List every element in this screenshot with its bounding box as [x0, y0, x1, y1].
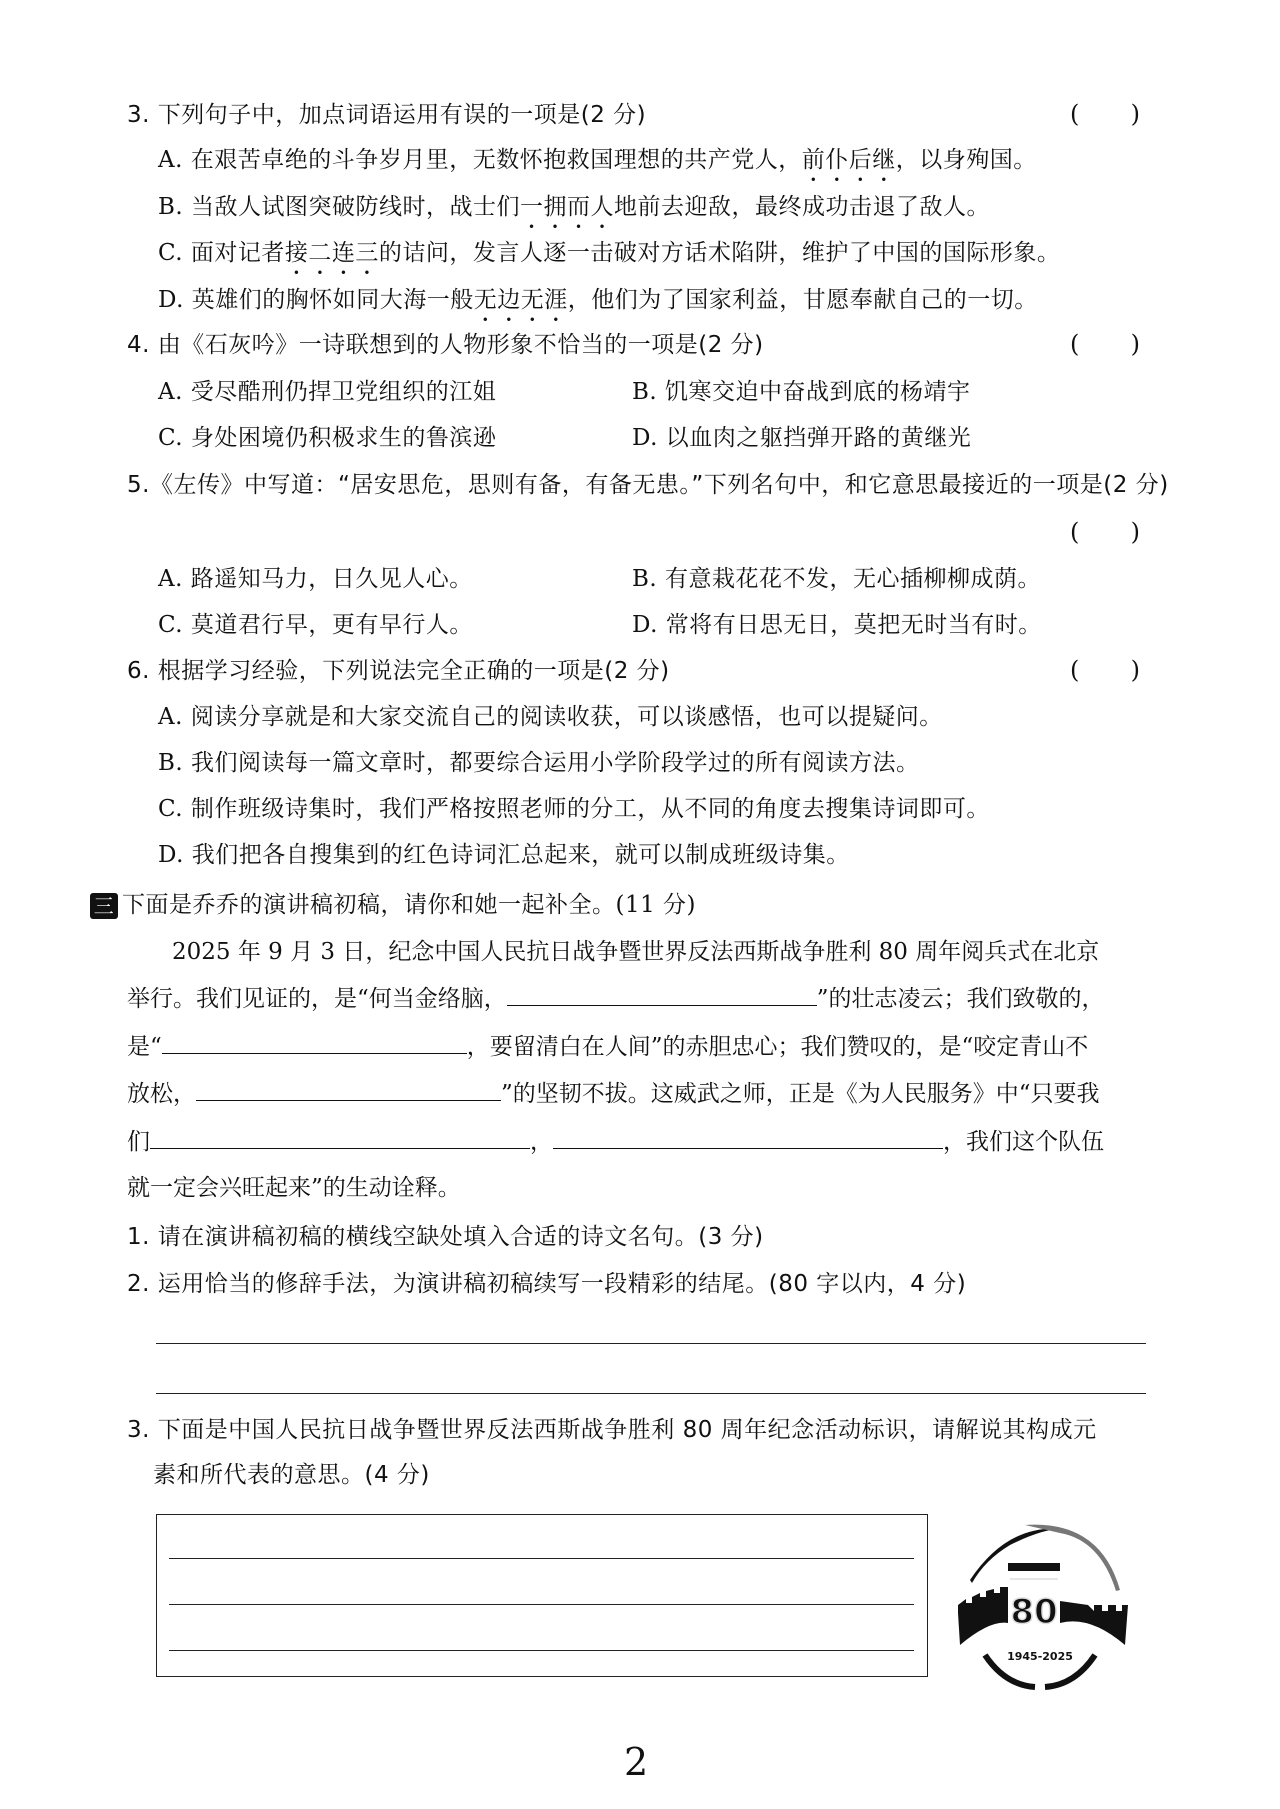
paren-close: ) — [1130, 518, 1140, 546]
paren-close: ) — [1130, 330, 1140, 358]
paren-close: ) — [1130, 656, 1140, 684]
fill-blank-1[interactable] — [507, 983, 817, 1006]
paren-open: ( — [1070, 656, 1080, 684]
dotted-word: 前仆后继 — [801, 147, 896, 173]
option-5b: B. 有意栽花花不发，无心插柳柳成荫。 — [632, 566, 1042, 592]
answer-paren-q6[interactable] — [1070, 656, 1140, 684]
option-6d: D. 我们把各自搜集到的红色诗词汇总起来，就可以制成班级诗集。 — [158, 842, 850, 868]
option-text: ，他们为了国家利益，甘愿奉献自己的一切。 — [567, 287, 1038, 313]
fill-blank-5[interactable] — [553, 1126, 943, 1149]
subquestion-3: 3. 下面是中国人民抗日战争暨世界反法西斯战争胜利 80 周年纪念活动标识，请解说其构成元 — [127, 1417, 1097, 1443]
anniversary-logo — [950, 1505, 1130, 1690]
speech-text: ，要留清白在人间”的赤胆忠心；我们赞叹的，是“咬定青山不 — [466, 1034, 1089, 1060]
answer-box[interactable] — [156, 1514, 928, 1677]
option-text: C. 面对记者 — [158, 240, 285, 266]
answer-line[interactable] — [169, 1558, 914, 1559]
speech-line-6: 就一定会兴旺起来”的生动诠释。 — [127, 1175, 461, 1201]
section-heading — [90, 890, 696, 920]
question-5-title: 5.《左传》中写道：“居安思危，思则有备，有备无患。”下列名句中，和它意思最接近的一项是(2 分) — [127, 472, 1169, 498]
question-3-title: 3. 下列句子中，加点词语运用有误的一项是(2 分) — [127, 102, 647, 128]
option-4b: B. 饥寒交迫中奋战到底的杨靖宇 — [632, 379, 971, 405]
speech-line-2 — [127, 983, 1105, 1014]
answer-paren-q4[interactable] — [1070, 330, 1140, 358]
paren-close: ) — [1130, 100, 1140, 128]
dotted-word: 无边无涯 — [473, 287, 568, 313]
option-5a: A. 路遥知马力，日久见人心。 — [158, 566, 473, 592]
fill-blank-3[interactable] — [196, 1078, 501, 1101]
answer-line[interactable] — [169, 1650, 914, 1651]
option-text: B. 当敌人试图突破防线时，战士们 — [158, 194, 521, 220]
option-3d — [158, 285, 1038, 327]
speech-text: ”的壮志凌云；我们致敬的， — [816, 986, 1105, 1012]
speech-text: ，我们这个队伍 — [943, 1129, 1104, 1155]
logo-number: 80 — [1010, 1592, 1058, 1632]
question-6-title: 6. 根据学习经验，下列说法完全正确的一项是(2 分) — [127, 658, 670, 684]
option-6c: C. 制作班级诗集时，我们严格按照老师的分工，从不同的角度去搜集诗词即可。 — [158, 796, 990, 822]
option-text: D. 英雄们的胸怀如同大海一般 — [158, 287, 474, 313]
dotted-word: 接二连三 — [284, 240, 379, 266]
speech-text: ， — [530, 1129, 553, 1155]
question-4-title: 4. 由《石灰吟》一诗联想到的人物形象不恰当的一项是(2 分) — [127, 332, 764, 358]
speech-text: 们 — [127, 1129, 150, 1155]
logo-years: 1945-2025 — [1007, 1650, 1073, 1663]
option-4d: D. 以血肉之躯挡弹开路的黄继光 — [632, 425, 972, 451]
option-5c: C. 莫道君行早，更有早行人。 — [158, 612, 473, 638]
speech-line-3 — [127, 1031, 1088, 1062]
section-number-icon: 三 — [90, 893, 118, 919]
option-5d: D. 常将有日思无日，莫把无时当有时。 — [632, 612, 1042, 638]
answer-paren-q5[interactable] — [1070, 518, 1140, 546]
option-4c: C. 身处困境仍积极求生的鲁滨逊 — [158, 425, 497, 451]
paren-open: ( — [1070, 330, 1080, 358]
answer-line[interactable] — [169, 1604, 914, 1605]
option-3c — [158, 238, 1060, 280]
speech-line-1: 2025 年 9 月 3 日，纪念中国人民抗日战争暨世界反法西斯战争胜利 80 周年阅兵式在北京 — [172, 939, 1100, 965]
option-4a: A. 受尽酷刑仍捍卫党组织的江姐 — [158, 379, 497, 405]
speech-text: 放松， — [127, 1081, 196, 1107]
subquestion-2: 2. 运用恰当的修辞手法，为演讲稿初稿续写一段精彩的结尾。(80 字以内，4 分) — [127, 1271, 967, 1297]
paren-open: ( — [1070, 100, 1080, 128]
fill-blank-2[interactable] — [162, 1031, 467, 1054]
speech-text: 是“ — [127, 1034, 162, 1060]
option-text: A. 在艰苦卓绝的斗争岁月里，无数怀抱救国理想的共产党人， — [158, 147, 802, 173]
answer-paren-q3[interactable] — [1070, 100, 1140, 128]
speech-text: 举行。我们见证的，是“何当金络脑， — [127, 986, 507, 1012]
option-text: ，以身殉国。 — [895, 147, 1037, 173]
speech-text: ”的坚韧不拔。这威武之师，正是《为人民服务》中“只要我 — [501, 1081, 1100, 1107]
speech-line-5 — [127, 1126, 1104, 1157]
subquestion-1: 1. 请在演讲稿初稿的横线空缺处填入合适的诗文名句。(3 分) — [127, 1224, 764, 1250]
speech-line-4 — [127, 1078, 1100, 1109]
option-6b: B. 我们阅读每一篇文章时，都要综合运用小学阶段学过的所有阅读方法。 — [158, 750, 920, 776]
page-number: 2 — [624, 1740, 649, 1784]
subquestion-3-cont: 素和所代表的意思。(4 分) — [153, 1462, 430, 1488]
option-3a — [158, 145, 1037, 187]
dotted-word: 一拥而人 — [520, 194, 615, 220]
fill-blank-4[interactable] — [150, 1126, 530, 1149]
paren-open: ( — [1070, 518, 1080, 546]
option-6a: A. 阅读分享就是和大家交流自己的阅读收获，可以谈感悟，也可以提疑问。 — [158, 704, 943, 730]
answer-line[interactable] — [156, 1393, 1146, 1394]
answer-line[interactable] — [156, 1343, 1146, 1344]
section-title: 下面是乔乔的演讲稿初稿，请你和她一起补全。(11 分) — [122, 892, 697, 918]
option-3b — [158, 192, 990, 234]
option-text: 地前去迎敌，最终成功击退了敌人。 — [614, 194, 991, 220]
option-text: 的诘问，发言人逐一击破对方话术陷阱，维护了中国的国际形象。 — [378, 240, 1061, 266]
